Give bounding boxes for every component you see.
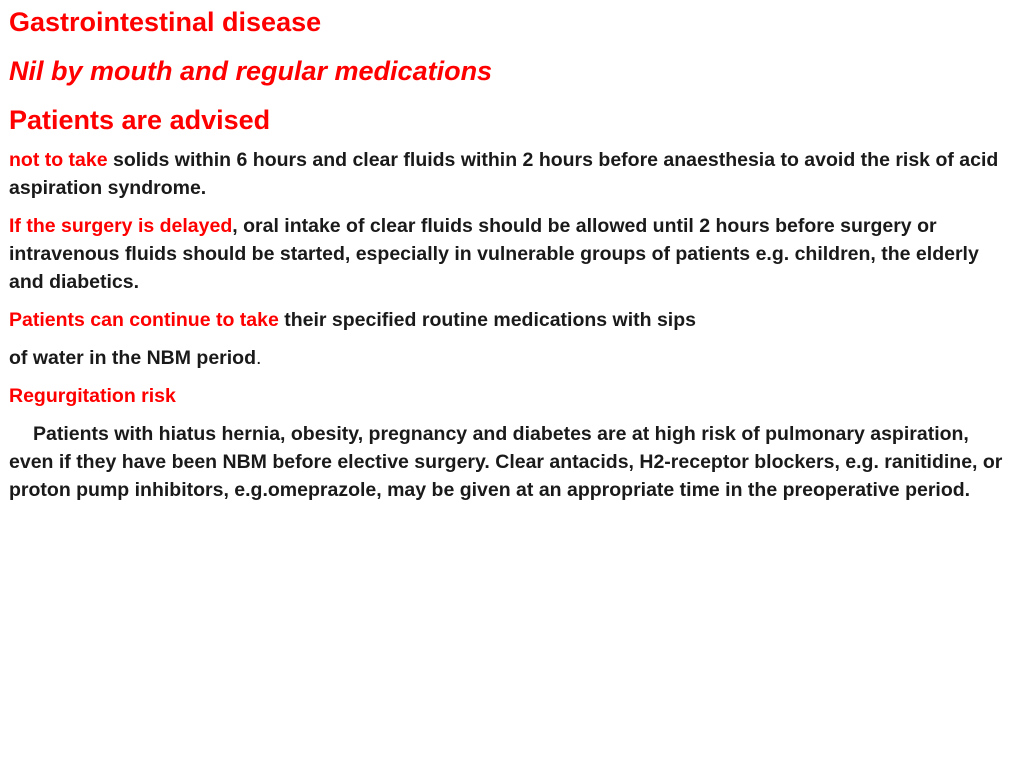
paragraph-continue-medications <box>9 306 1012 334</box>
paragraph-lead: Patients can continue to take <box>9 309 279 331</box>
paragraph-lead: not to take <box>9 149 108 171</box>
paragraph-surgery-delayed <box>9 212 1012 296</box>
paragraph-trail: . <box>256 347 262 369</box>
subheading: Nil by mouth and regular medications <box>9 56 493 86</box>
section-title: Patients are advised <box>9 105 271 135</box>
paragraph-text: their specified routine medications with sips <box>278 309 696 331</box>
heading: Gastrointestinal disease <box>9 7 322 37</box>
regurgitation-title: Regurgitation risk <box>9 385 176 407</box>
paragraph-not-to-take <box>9 146 1012 202</box>
paragraph-text: solids within 6 hours and clear fluids within 2 hours before anaesthesia to avoid the risk of acid aspiration syndrome. <box>9 149 999 199</box>
paragraph-lead: If the surgery is delayed <box>9 215 233 237</box>
paragraph-regurgitation-risk: Patients with hiatus hernia, obesity, pregnancy and diabetes are at high risk of pulmonary aspiration, even if they have been NBM before elective surgery. Clear antacids, H2-receptor blockers, e.g. ranitidine, or proton pump inhibitors, e.g.omeprazole, may be given at an appropriate time in the preoperative period. <box>9 423 1003 501</box>
paragraph-text: , oral intake of clear fluids should be allowed until 2 hours before surgery or intravenous fluids should be started, especially in vulnerable groups of patients e.g. children, the elderly and diabetics. <box>9 215 979 293</box>
paragraph-text: of water in the NBM period <box>9 347 257 369</box>
paragraph-nbm-period <box>9 344 1012 372</box>
